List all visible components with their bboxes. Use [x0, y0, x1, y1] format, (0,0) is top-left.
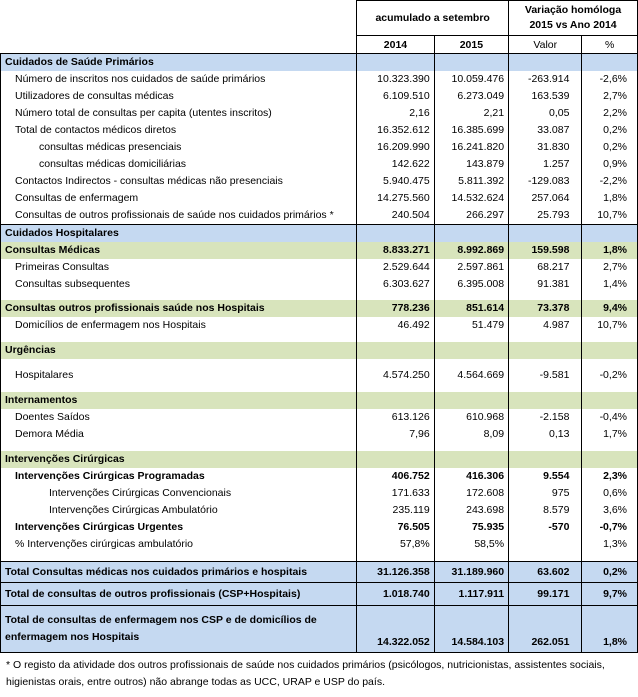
- value-2015: 610.968: [434, 409, 508, 426]
- row-label: Hospitalares: [1, 367, 357, 384]
- value-2014: 1.018.740: [357, 583, 435, 606]
- value-2015: 1.117.911: [434, 583, 508, 606]
- variation-value: 975: [509, 485, 582, 502]
- section-title: Internamentos: [1, 392, 357, 409]
- variation-pct: 1,3%: [582, 536, 638, 553]
- table-row: [1, 88, 638, 105]
- value-2015: 10.059.476: [434, 71, 508, 88]
- variation-value: -129.083: [509, 173, 582, 190]
- row-label: Utilizadores de consultas médicas: [1, 88, 357, 105]
- variation-pct: 9,4%: [582, 300, 638, 317]
- row-label: Consultas de enfermagem: [1, 190, 357, 207]
- row-label: Número de inscritos nos cuidados de saúde primários: [1, 71, 357, 88]
- row-label: Consultas subsequentes: [1, 276, 357, 293]
- value-2014: 142.622: [357, 156, 435, 173]
- section-internamentos: [1, 392, 638, 409]
- value-2015: 58,5%: [434, 536, 508, 553]
- variation-value: -9.581: [509, 367, 582, 384]
- value-2014: 7,96: [357, 426, 435, 443]
- row-label: consultas médicas presenciais: [1, 139, 357, 156]
- variation-value: 9.554: [509, 468, 582, 485]
- row-label: Consultas Médicas: [1, 242, 357, 259]
- value-2015: 16.241.820: [434, 139, 508, 156]
- value-2014: 406.752: [357, 468, 435, 485]
- variation-value: 63.602: [509, 562, 582, 583]
- value-2014: 57,8%: [357, 536, 435, 553]
- row-label: Consultas de outros profissionais de saúde nos cuidados primários *: [1, 207, 357, 225]
- row-label: consultas médicas domiciliárias: [1, 156, 357, 173]
- row-label: Intervenções Cirúrgicas Convencionais: [1, 485, 357, 502]
- row-label: Contactos Indirectos - consultas médicas não presenciais: [1, 173, 357, 190]
- variation-pct: 0,6%: [582, 485, 638, 502]
- variation-value: -263.914: [509, 71, 582, 88]
- value-2014: 16.352.612: [357, 122, 435, 139]
- variation-pct: 9,7%: [582, 583, 638, 606]
- section-title: Cuidados de Saúde Primários: [1, 54, 357, 71]
- value-2015: 51.479: [434, 317, 508, 334]
- variation-pct: -2,2%: [582, 173, 638, 190]
- table-row: [1, 105, 638, 122]
- table-row: [1, 468, 638, 485]
- variation-pct: 2,3%: [582, 468, 638, 485]
- valor-header: Valor: [509, 36, 582, 54]
- value-2014: 4.574.250: [357, 367, 435, 384]
- variation-value: 0,05: [509, 105, 582, 122]
- value-2015: 4.564.669: [434, 367, 508, 384]
- variation-pct: -0,7%: [582, 519, 638, 536]
- variation-value: -2.158: [509, 409, 582, 426]
- variation-pct: 1,8%: [582, 606, 638, 653]
- total-row: [1, 562, 638, 583]
- value-2014: 5.940.475: [357, 173, 435, 190]
- year-2015-header: 2015: [434, 36, 508, 54]
- section-hospitalares: [1, 225, 638, 242]
- value-2015: 14.584.103: [434, 606, 508, 653]
- value-2015: 2.597.861: [434, 259, 508, 276]
- section-urgencias: [1, 342, 638, 359]
- variation-pct: 2,7%: [582, 88, 638, 105]
- variation-value: 8.579: [509, 502, 582, 519]
- table-row: [1, 156, 638, 173]
- variation-pct: 10,7%: [582, 207, 638, 225]
- row-label: Doentes Saídos: [1, 409, 357, 426]
- value-2015: 416.306: [434, 468, 508, 485]
- section-title: Urgências: [1, 342, 357, 359]
- value-2014: 2,16: [357, 105, 435, 122]
- variation-value: 0,13: [509, 426, 582, 443]
- value-2014: 46.492: [357, 317, 435, 334]
- row-label: Número total de consultas per capita (utentes inscritos): [1, 105, 357, 122]
- value-2014: 14.322.052: [357, 606, 435, 653]
- table-row: [1, 71, 638, 88]
- value-2015: 14.532.624: [434, 190, 508, 207]
- row-label: Intervenções Cirúrgicas Urgentes: [1, 519, 357, 536]
- row-label: Total de consultas de enfermagem nos CSP e de domicílios de enfermagem nos Hospitais: [1, 606, 357, 653]
- variation-pct: -2,6%: [582, 71, 638, 88]
- variation-pct: 2,2%: [582, 105, 638, 122]
- variation-header: Variação homóloga 2015 vs Ano 2014: [509, 1, 638, 36]
- accum-header: acumulado a setembro: [357, 1, 509, 36]
- row-label: Intervenções Cirúrgicas Programadas: [1, 468, 357, 485]
- value-2014: 6.303.627: [357, 276, 435, 293]
- pct-header: %: [582, 36, 638, 54]
- variation-value: 99.171: [509, 583, 582, 606]
- value-2014: 76.505: [357, 519, 435, 536]
- variation-value: 1.257: [509, 156, 582, 173]
- table-row: [1, 173, 638, 190]
- table-row: [1, 426, 638, 443]
- variation-pct: 1,8%: [582, 242, 638, 259]
- value-2015: 266.297: [434, 207, 508, 225]
- variation-value: 257.064: [509, 190, 582, 207]
- value-2015: 5.811.392: [434, 173, 508, 190]
- value-2015: 16.385.699: [434, 122, 508, 139]
- table-row: [1, 409, 638, 426]
- value-2015: 6.273.049: [434, 88, 508, 105]
- variation-value: 91.381: [509, 276, 582, 293]
- value-2015: 243.698: [434, 502, 508, 519]
- row-label: Intervenções Cirúrgicas Ambulatório: [1, 502, 357, 519]
- row-label: Total de consultas de outros profissionais (CSP+Hospitais): [1, 583, 357, 606]
- variation-value: 163.539: [509, 88, 582, 105]
- table-row: [1, 276, 638, 293]
- total-row: [1, 606, 638, 653]
- table-row-highlight: [1, 300, 638, 317]
- header-row-years: [1, 36, 638, 54]
- variation-pct: 0,2%: [582, 139, 638, 156]
- variation-pct: 1,4%: [582, 276, 638, 293]
- row-label: Consultas outros profissionais saúde nos Hospitais: [1, 300, 357, 317]
- value-2014: 16.209.990: [357, 139, 435, 156]
- header-row-top: [1, 1, 638, 36]
- row-label: Domicílios de enfermagem nos Hospitais: [1, 317, 357, 334]
- variation-pct: 2,7%: [582, 259, 638, 276]
- table-row: [1, 122, 638, 139]
- variation-pct: 10,7%: [582, 317, 638, 334]
- value-2014: 240.504: [357, 207, 435, 225]
- variation-value: 262.051: [509, 606, 582, 653]
- value-2015: 8.992.869: [434, 242, 508, 259]
- table-row: [1, 536, 638, 553]
- variation-pct: 1,8%: [582, 190, 638, 207]
- table-row: [1, 519, 638, 536]
- variation-value: [509, 536, 582, 553]
- variation-value: 4.987: [509, 317, 582, 334]
- variation-pct: 0,9%: [582, 156, 638, 173]
- total-row: [1, 583, 638, 606]
- row-label: % Intervenções cirúrgicas ambulatório: [1, 536, 357, 553]
- variation-value: 159.598: [509, 242, 582, 259]
- section-title: Cuidados Hospitalares: [1, 225, 357, 242]
- value-2014: 2.529.644: [357, 259, 435, 276]
- section-cirurgicas: [1, 451, 638, 468]
- value-2015: 143.879: [434, 156, 508, 173]
- variation-value: 33.087: [509, 122, 582, 139]
- year-2014-header: 2014: [357, 36, 435, 54]
- table-row: [1, 139, 638, 156]
- value-2014: 613.126: [357, 409, 435, 426]
- footnote: * O registo da atividade dos outros profissionais de saúde nos cuidados primários (psicólogos, nutricionistas, assistentes sociais, higienistas orais, entre outros) não abrange todas as UCC, URAP e USP do país.: [6, 659, 605, 688]
- table-row: [1, 259, 638, 276]
- value-2014: 8.833.271: [357, 242, 435, 259]
- variation-pct: 0,2%: [582, 562, 638, 583]
- variation-pct: 3,6%: [582, 502, 638, 519]
- value-2014: 31.126.358: [357, 562, 435, 583]
- value-2014: 14.275.560: [357, 190, 435, 207]
- variation-pct: 1,7%: [582, 426, 638, 443]
- value-2014: 235.119: [357, 502, 435, 519]
- section-primarios: [1, 54, 638, 71]
- value-2014: 171.633: [357, 485, 435, 502]
- table-row: [1, 207, 638, 225]
- row-label: Total de contactos médicos diretos: [1, 122, 357, 139]
- value-2015: 31.189.960: [434, 562, 508, 583]
- value-2015: 851.614: [434, 300, 508, 317]
- value-2014: 10.323.390: [357, 71, 435, 88]
- table-row: [1, 317, 638, 334]
- value-2015: 172.608: [434, 485, 508, 502]
- variation-value: 31.830: [509, 139, 582, 156]
- row-label: Demora Média: [1, 426, 357, 443]
- table-row: [1, 485, 638, 502]
- table-row: [1, 502, 638, 519]
- value-2014: 778.236: [357, 300, 435, 317]
- row-label: Primeiras Consultas: [1, 259, 357, 276]
- variation-value: 73.378: [509, 300, 582, 317]
- variation-pct: 0,2%: [582, 122, 638, 139]
- table-row-highlight: [1, 242, 638, 259]
- value-2015: 8,09: [434, 426, 508, 443]
- variation-value: 25.793: [509, 207, 582, 225]
- variation-pct: -0,4%: [582, 409, 638, 426]
- value-2015: 75.935: [434, 519, 508, 536]
- row-label: Total Consultas médicas nos cuidados primários e hospitais: [1, 562, 357, 583]
- value-2015: 2,21: [434, 105, 508, 122]
- value-2014: 6.109.510: [357, 88, 435, 105]
- variation-value: -570: [509, 519, 582, 536]
- variation-value: 68.217: [509, 259, 582, 276]
- value-2015: 6.395.008: [434, 276, 508, 293]
- table-row: [1, 367, 638, 384]
- variation-pct: -0,2%: [582, 367, 638, 384]
- table-row: [1, 190, 638, 207]
- section-title: Intervenções Cirúrgicas: [1, 451, 357, 468]
